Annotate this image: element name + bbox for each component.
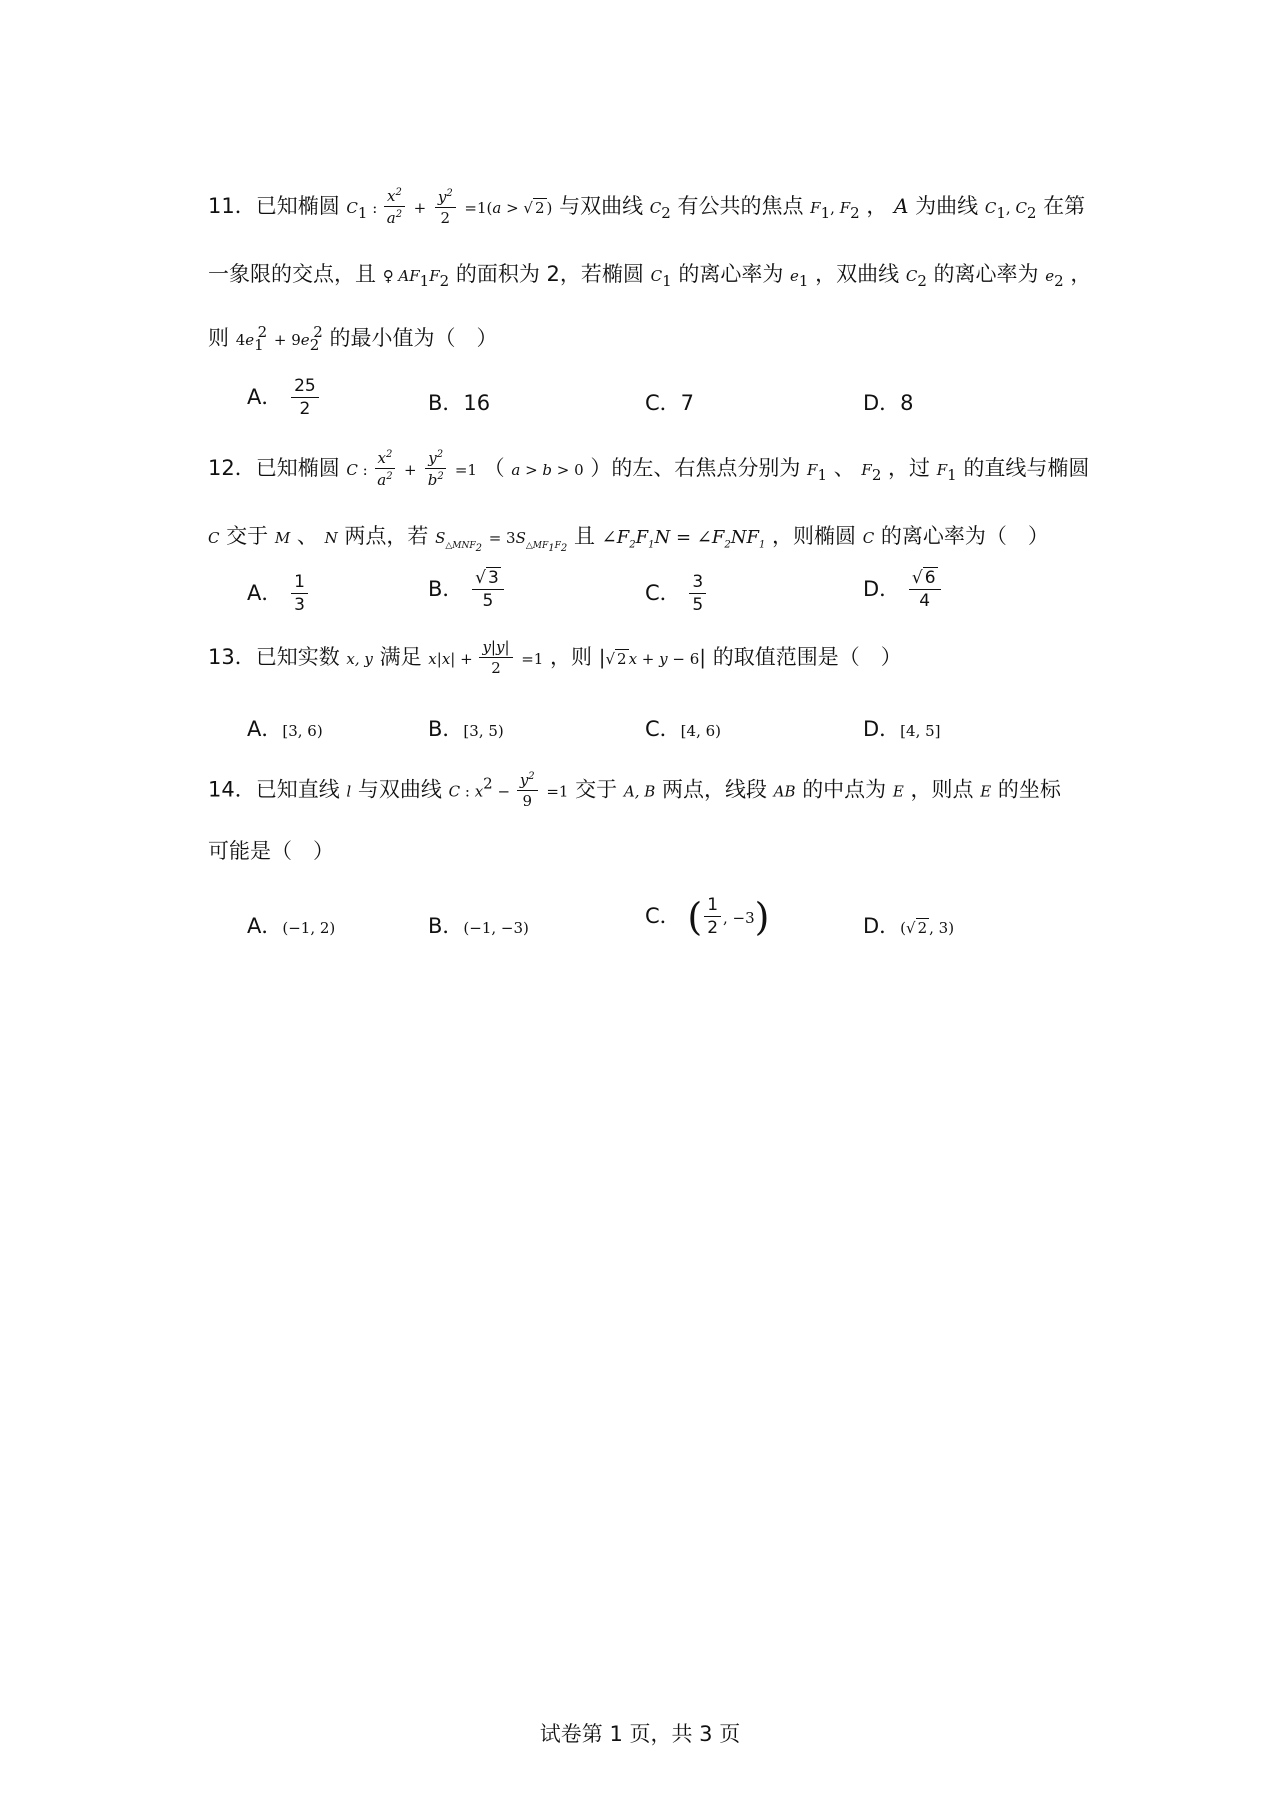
q11-option-d[interactable]: D．8 xyxy=(863,391,914,415)
q11-option-c[interactable]: C．7 xyxy=(645,391,695,415)
q14-option-b[interactable]: B．(−1, −3) xyxy=(428,914,529,938)
q12-frac-x2a2: $\frac{x^2}{a^2}$ xyxy=(375,450,396,488)
q11-line-2: 一象限的交点，且 ♀ $AF_1F_2$ 的面积为 2，若椭圆 $C_1$ 的离心率为 $e_1$ ，双曲线 $C_2$ 的离心率为 $e_2$ ， xyxy=(208,262,1092,291)
q14-number: 14． xyxy=(208,777,256,802)
q11-frac-x2a2: $\frac{x^2}{a^2}$ xyxy=(384,188,405,226)
q14-line-1: 14．已知直线 l 与双曲线 C : $x^2$ − $\frac{y^2}{9}$ =1 交于 A, B 两点，线段 AB 的中点为 E ，则点 E 的坐标 xyxy=(208,771,1061,810)
q14-option-c[interactable]: C． ( $\frac{1}{2}$ , −3) xyxy=(645,895,770,939)
q11-number: 11． xyxy=(208,194,256,218)
q13-option-d[interactable]: D．[4, 5] xyxy=(863,717,941,741)
q11-line-3: 则 $4e_1^2 + 9e_2^2$ 的最小值为（ ） xyxy=(208,323,498,355)
q12-option-c[interactable]: C． $\frac{3}{5}$ xyxy=(645,574,708,614)
q11-option-a[interactable]: A． $\frac{25}{2}$ xyxy=(247,378,321,418)
q12-option-d[interactable]: D． $\frac{√ 6}{4}$ xyxy=(863,570,943,610)
q12-option-d-value: $\frac{√ 6}{4}$ xyxy=(909,570,941,610)
q13-option-a[interactable]: A．[3, 6) xyxy=(247,717,323,741)
q14-line-2: 可能是（ ） xyxy=(208,839,334,863)
q12-option-b[interactable]: B． $\frac{√ 3}{5}$ xyxy=(428,570,506,610)
q14-option-d[interactable]: D．(√ 2 , 3) xyxy=(863,914,955,938)
q13-option-b[interactable]: B．[3, 5) xyxy=(428,717,504,741)
q14-option-a[interactable]: A．(−1, 2) xyxy=(247,914,336,938)
q13-number: 13． xyxy=(208,645,256,669)
q12-option-a-value: $\frac{1}{3}$ xyxy=(291,574,308,614)
q12-frac-y2b2: $\frac{y^2}{b^2}$ xyxy=(425,450,446,488)
q12-line-2: C 交于 M 、 N 两点，若 $S_{\triangle MNF_2} = 3S_{\triangle MF_1F_2}$ 且 $\angle F_2F_1N$ = $\angle F_2NF_1$ ，则椭圆 C 的离心率为（ ） xyxy=(208,524,1049,554)
q11-option-b[interactable]: B．16 xyxy=(428,391,491,415)
q12-option-a[interactable]: A． $\frac{1}{3}$ xyxy=(247,574,310,614)
q14-option-c-frac: $\frac{1}{2}$ xyxy=(704,897,721,937)
q11-frac-y2-2: $\frac{y^2}{2}$ xyxy=(435,189,456,226)
q11-line-1: 11．已知椭圆 $C_1$ : $\frac{x^2}{a^2}$ + $\frac{y^2}{2}$ =1(a > √ 2 ) 与双曲线 $C_2$ 有公共的焦点 $F_1$, $F_2$ ， A 为曲线 $C_1$, $C_2$ 在第 xyxy=(208,187,1086,227)
q11-option-a-value: $\frac{25}{2}$ xyxy=(291,378,319,418)
q12-option-b-value: $\frac{√ 3}{5}$ xyxy=(472,570,504,610)
page-footer: 试卷第 1 页，共 3 页 xyxy=(539,1722,741,1746)
q14-frac-y2-9: $\frac{y^2}{9}$ xyxy=(517,772,538,809)
q13-line-1: 13．已知实数 x, y 满足 x|x| + $\frac{y|y|}{2}$ =1 ，则 |√ 2 x + y − 6| 的取值范围是（ ） xyxy=(208,638,902,677)
q12-option-c-value: $\frac{3}{5}$ xyxy=(689,574,706,614)
q13-frac-yy-2: $\frac{y|y|}{2}$ xyxy=(479,640,512,676)
q12-line-1: 12．已知椭圆 C : $\frac{x^2}{a^2}$ + $\frac{y^2}{b^2}$ =1 （ a > b > 0 ）的左、右焦点分别为 $F_1$ 、 $F_2$ ，过 $F_1$ 的直线与椭圆 xyxy=(208,449,1090,489)
q12-number: 12． xyxy=(208,456,256,480)
q13-option-c[interactable]: C．[4, 6) xyxy=(645,717,721,741)
